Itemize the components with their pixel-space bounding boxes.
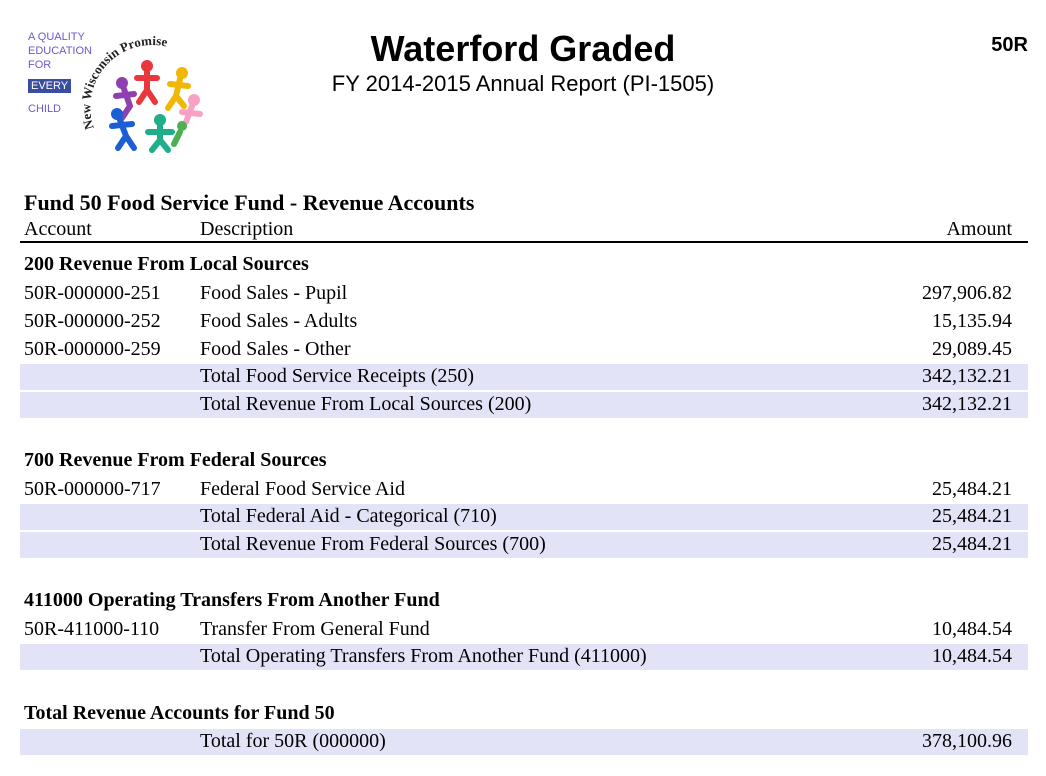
table-row [20, 477, 1028, 503]
column-header-description: Description [200, 218, 294, 240]
account-cell: 50R-000000-252 [24, 310, 161, 332]
logo-line: A QUALITY [28, 31, 85, 43]
total-description: Total Federal Aid - Categorical (710) [200, 505, 497, 527]
grand-total-heading: Total Revenue Accounts for Fund 50 [24, 702, 335, 724]
account-cell: 50R-000000-259 [24, 338, 161, 360]
total-amount: 342,132.21 [922, 393, 1012, 415]
grand-total-row [20, 729, 1028, 755]
header-rule [20, 241, 1028, 243]
description-cell: Transfer From General Fund [200, 618, 430, 640]
description-cell: Food Sales - Pupil [200, 282, 348, 304]
total-amount: 25,484.21 [932, 505, 1012, 527]
account-cell: 50R-000000-251 [24, 282, 161, 304]
table-row [20, 281, 1028, 307]
logo-line: CHILD [28, 103, 62, 115]
page-subtitle: FY 2014-2015 Annual Report (PI-1505) [331, 71, 715, 96]
section-heading: 200 Revenue From Local Sources [24, 253, 309, 275]
description-cell: Food Sales - Adults [200, 310, 358, 332]
amount-cell: 29,089.45 [932, 338, 1012, 360]
amount-cell: 15,135.94 [932, 310, 1012, 332]
column-header-account: Account [24, 218, 92, 240]
fund-code: 50R [991, 34, 1028, 56]
grand-total-amount: 378,100.96 [922, 730, 1012, 752]
description-cell: Federal Food Service Aid [200, 478, 405, 500]
table-row [20, 337, 1028, 363]
logo-line: EVERY [28, 79, 71, 93]
total-row [20, 392, 1028, 418]
total-amount: 25,484.21 [932, 533, 1012, 555]
total-description: Total Revenue From Federal Sources (700) [200, 533, 546, 555]
column-header-amount: Amount [946, 218, 1012, 240]
total-row [20, 644, 1028, 670]
table-row [20, 617, 1028, 643]
total-row [20, 364, 1028, 390]
fund-title: Fund 50 Food Service Fund - Revenue Accounts [24, 190, 475, 215]
amount-cell: 297,906.82 [922, 282, 1012, 304]
table-row [20, 309, 1028, 335]
logo-line: FOR [28, 59, 52, 71]
account-cell: 50R-000000-717 [24, 478, 161, 500]
description-cell: Food Sales - Other [200, 338, 351, 360]
svg-text:New Wisconsin Promise: New Wisconsin Promise [78, 32, 169, 132]
total-description: Total Revenue From Local Sources (200) [200, 393, 532, 415]
section-heading: 700 Revenue From Federal Sources [24, 449, 327, 471]
grand-total-description: Total for 50R (000000) [200, 730, 386, 752]
account-cell: 50R-411000-110 [24, 618, 160, 640]
amount-cell: 10,484.54 [932, 618, 1012, 640]
section-heading: 411000 Operating Transfers From Another Fund [24, 589, 440, 611]
total-description: Total Food Service Receipts (250) [200, 365, 475, 387]
total-amount: 342,132.21 [922, 365, 1012, 387]
amount-cell: 25,484.21 [932, 478, 1012, 500]
total-row [20, 532, 1028, 558]
logo-line: EDUCATION [28, 45, 92, 57]
total-row [20, 504, 1028, 530]
total-description: Total Operating Transfers From Another Fund (411000) [200, 645, 647, 667]
page-title: Waterford Graded [370, 28, 676, 69]
total-amount: 10,484.54 [932, 645, 1012, 667]
